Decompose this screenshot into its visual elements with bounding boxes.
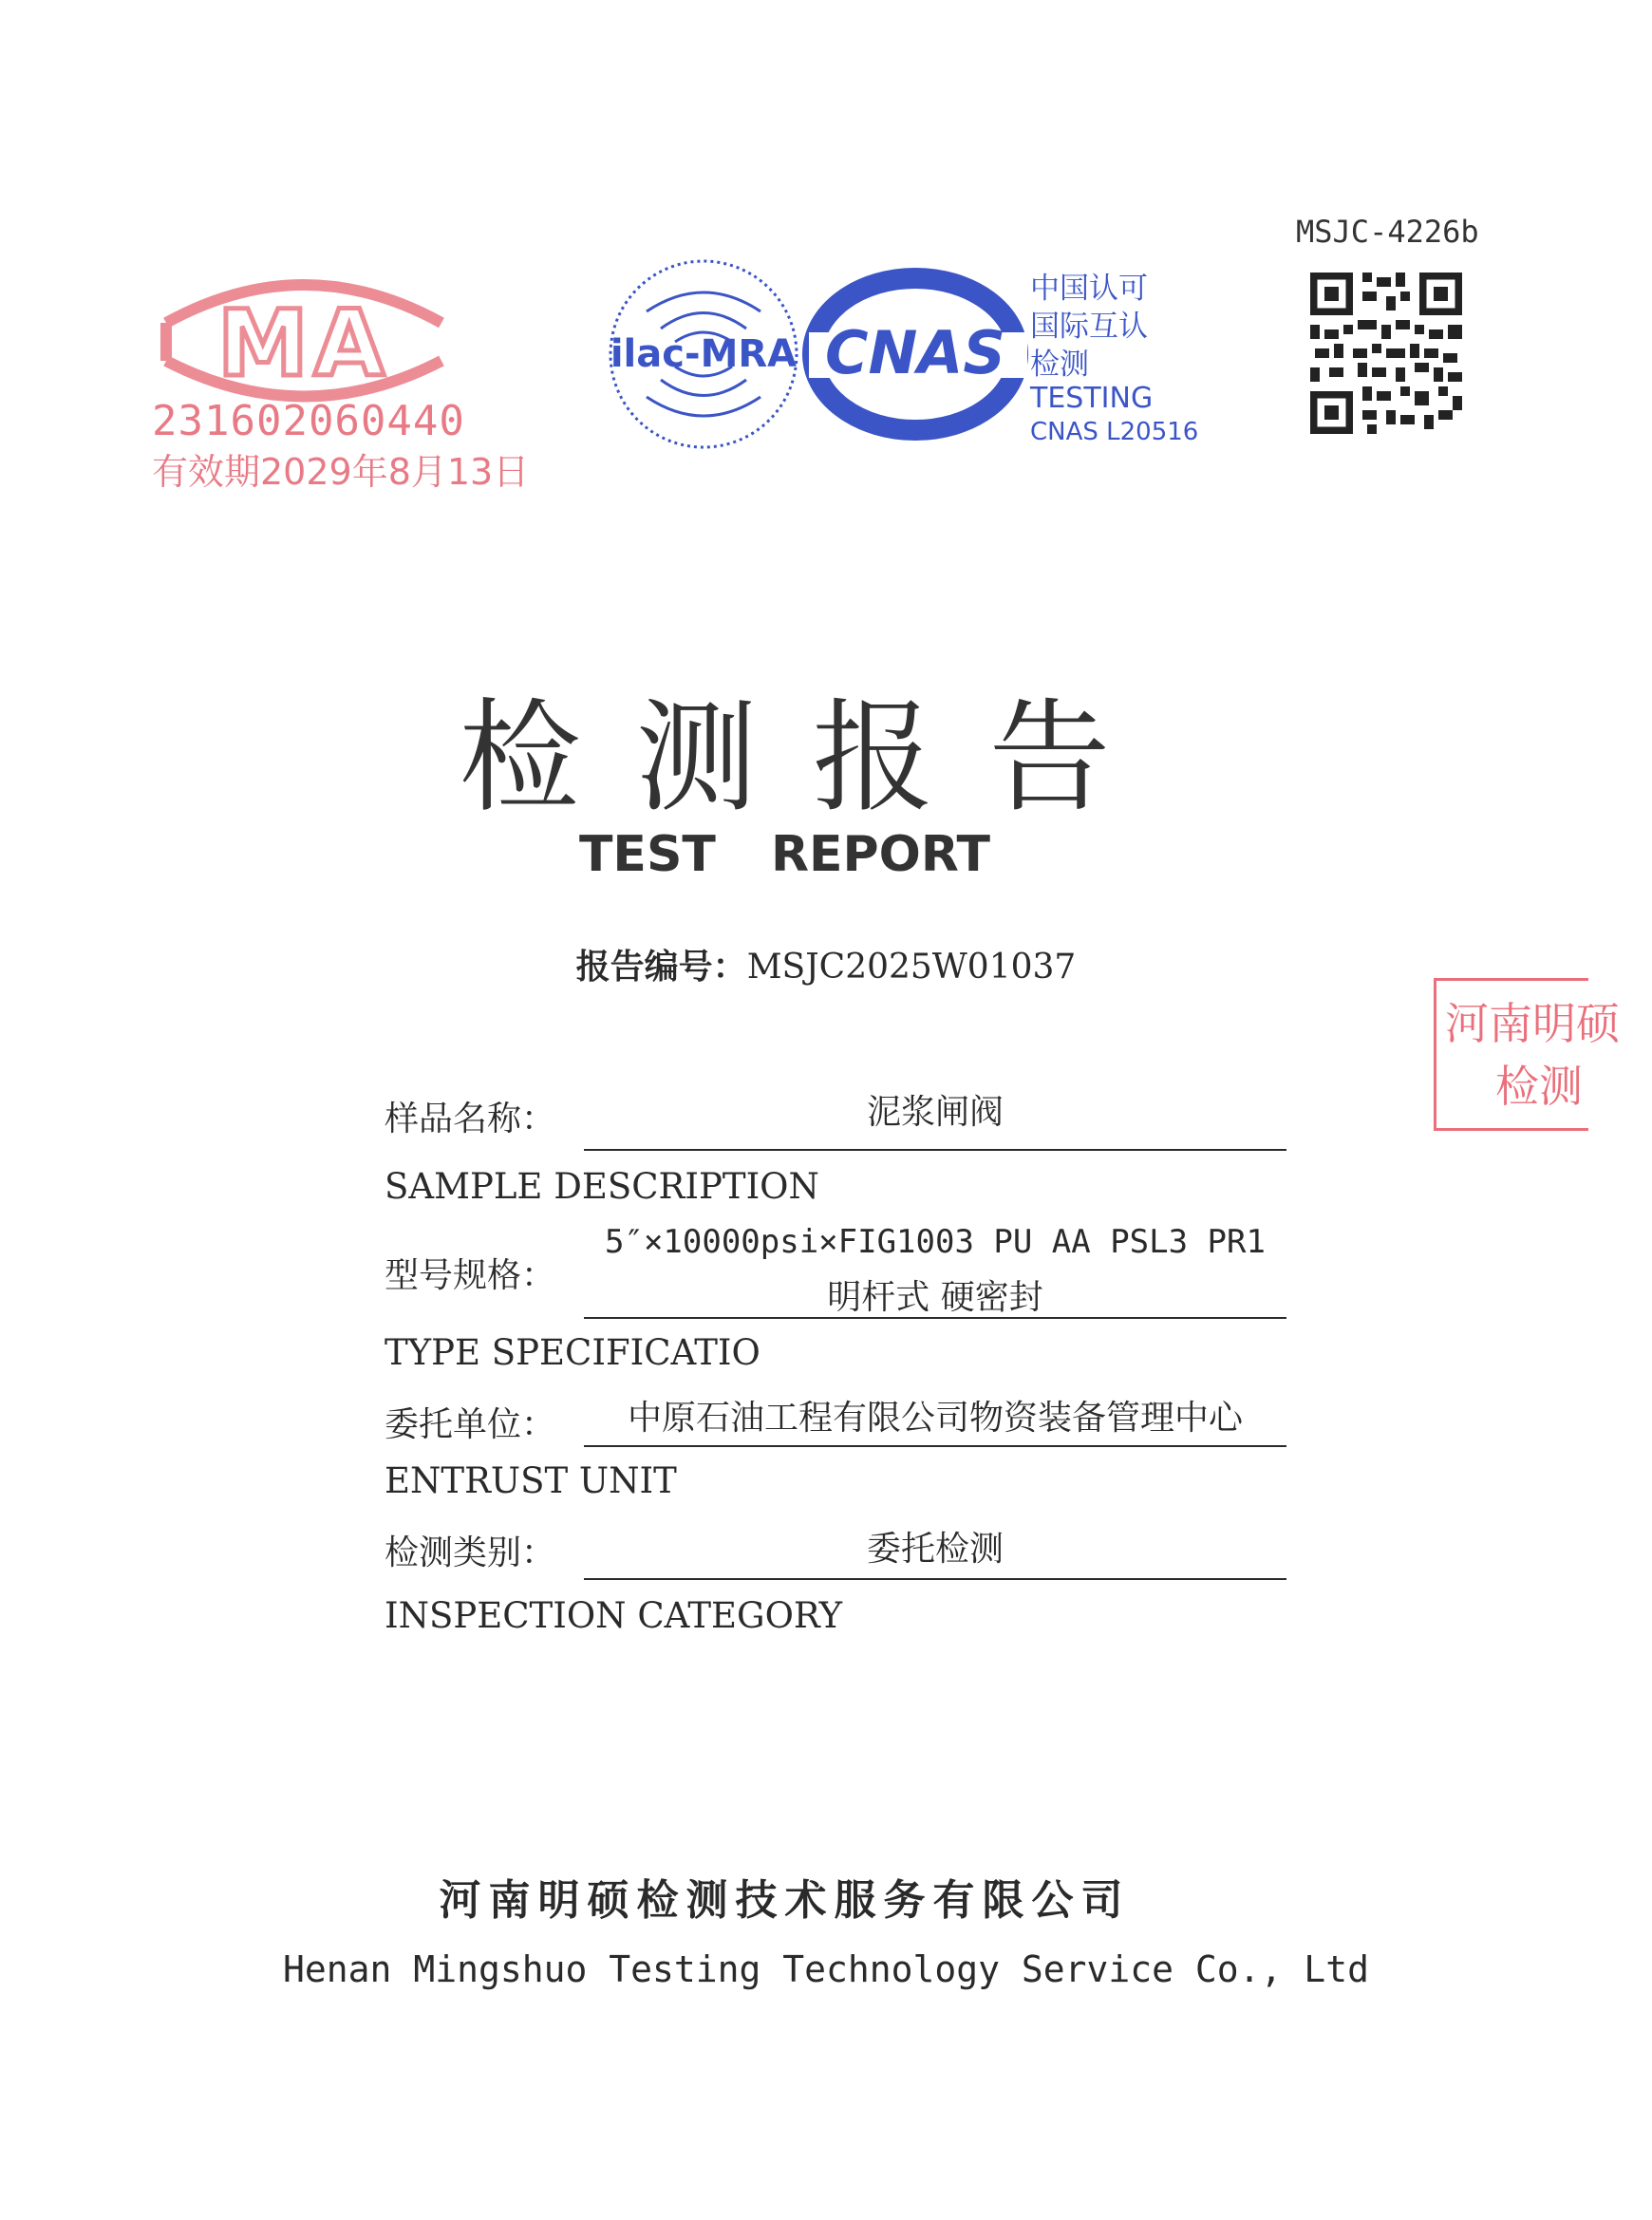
cnas-text-line3: 检测 xyxy=(1030,348,1089,382)
cnas-text-line2: 国际互认 xyxy=(1030,310,1148,344)
unit-label-en: ENTRUST UNIT xyxy=(385,1460,677,1501)
qr-code-icon xyxy=(1305,268,1467,439)
type-value-line1: 5″×10000psi×FIG1003 PU AA PSL3 PR1 xyxy=(605,1223,1266,1261)
type-value-line2: 明杆式 硬密封 xyxy=(827,1278,1043,1317)
category-underline xyxy=(584,1578,1286,1580)
cnas-logo-icon xyxy=(809,271,1027,437)
ilac-mra-logo-icon xyxy=(604,254,803,454)
cma-validity: 有效期2029年8月13日 xyxy=(152,451,530,493)
cnas-mark: CNAS xyxy=(824,318,1006,387)
sample-value: 泥浆闸阀 xyxy=(866,1093,1004,1132)
cnas-text-testing: TESTING xyxy=(1030,382,1154,415)
category-value: 委托检测 xyxy=(866,1530,1004,1569)
document-code: MSJC-4226b xyxy=(1296,214,1479,250)
type-underline xyxy=(584,1317,1286,1319)
report-number-value: MSJC2025W01037 xyxy=(746,948,1077,987)
ilac-mark: ilac-MRA xyxy=(610,332,798,376)
cma-number: 231602060440 xyxy=(152,397,465,445)
report-number-label: 报告编号： xyxy=(575,948,747,987)
sample-label-cn: 样品名称： xyxy=(385,1100,556,1138)
report-title-chinese: 检测报告 xyxy=(459,687,1166,829)
sample-label-en: SAMPLE DESCRIPTION xyxy=(385,1166,819,1207)
report-title-english: TEST REPORT xyxy=(578,826,991,883)
company-seal-line1: 河南明硕 xyxy=(1445,998,1620,1049)
category-label-en: INSPECTION CATEGORY xyxy=(385,1595,843,1636)
report-number xyxy=(0,940,1652,988)
cnas-registration: CNAS L20516 xyxy=(1030,418,1199,446)
company-seal-line2: 检测 xyxy=(1495,1061,1583,1112)
cma-mark: MA xyxy=(217,291,390,397)
unit-label-cn: 委托单位： xyxy=(385,1405,556,1444)
type-label-en: TYPE SPECIFICATIO xyxy=(385,1332,760,1373)
company-name-chinese: 河南明硕检测技术服务有限公司 xyxy=(439,1876,1131,1925)
sample-underline xyxy=(584,1149,1286,1151)
cnas-text-line1: 中国认可 xyxy=(1030,272,1148,306)
unit-underline xyxy=(584,1445,1286,1447)
category-label-cn: 检测类别： xyxy=(385,1533,556,1572)
unit-value: 中原石油工程有限公司物资装备管理中心 xyxy=(627,1399,1243,1438)
type-label-cn: 型号规格： xyxy=(385,1256,556,1295)
company-name-english: Henan Mingshuo Testing Technology Service Co., Ltd xyxy=(283,1948,1369,1990)
